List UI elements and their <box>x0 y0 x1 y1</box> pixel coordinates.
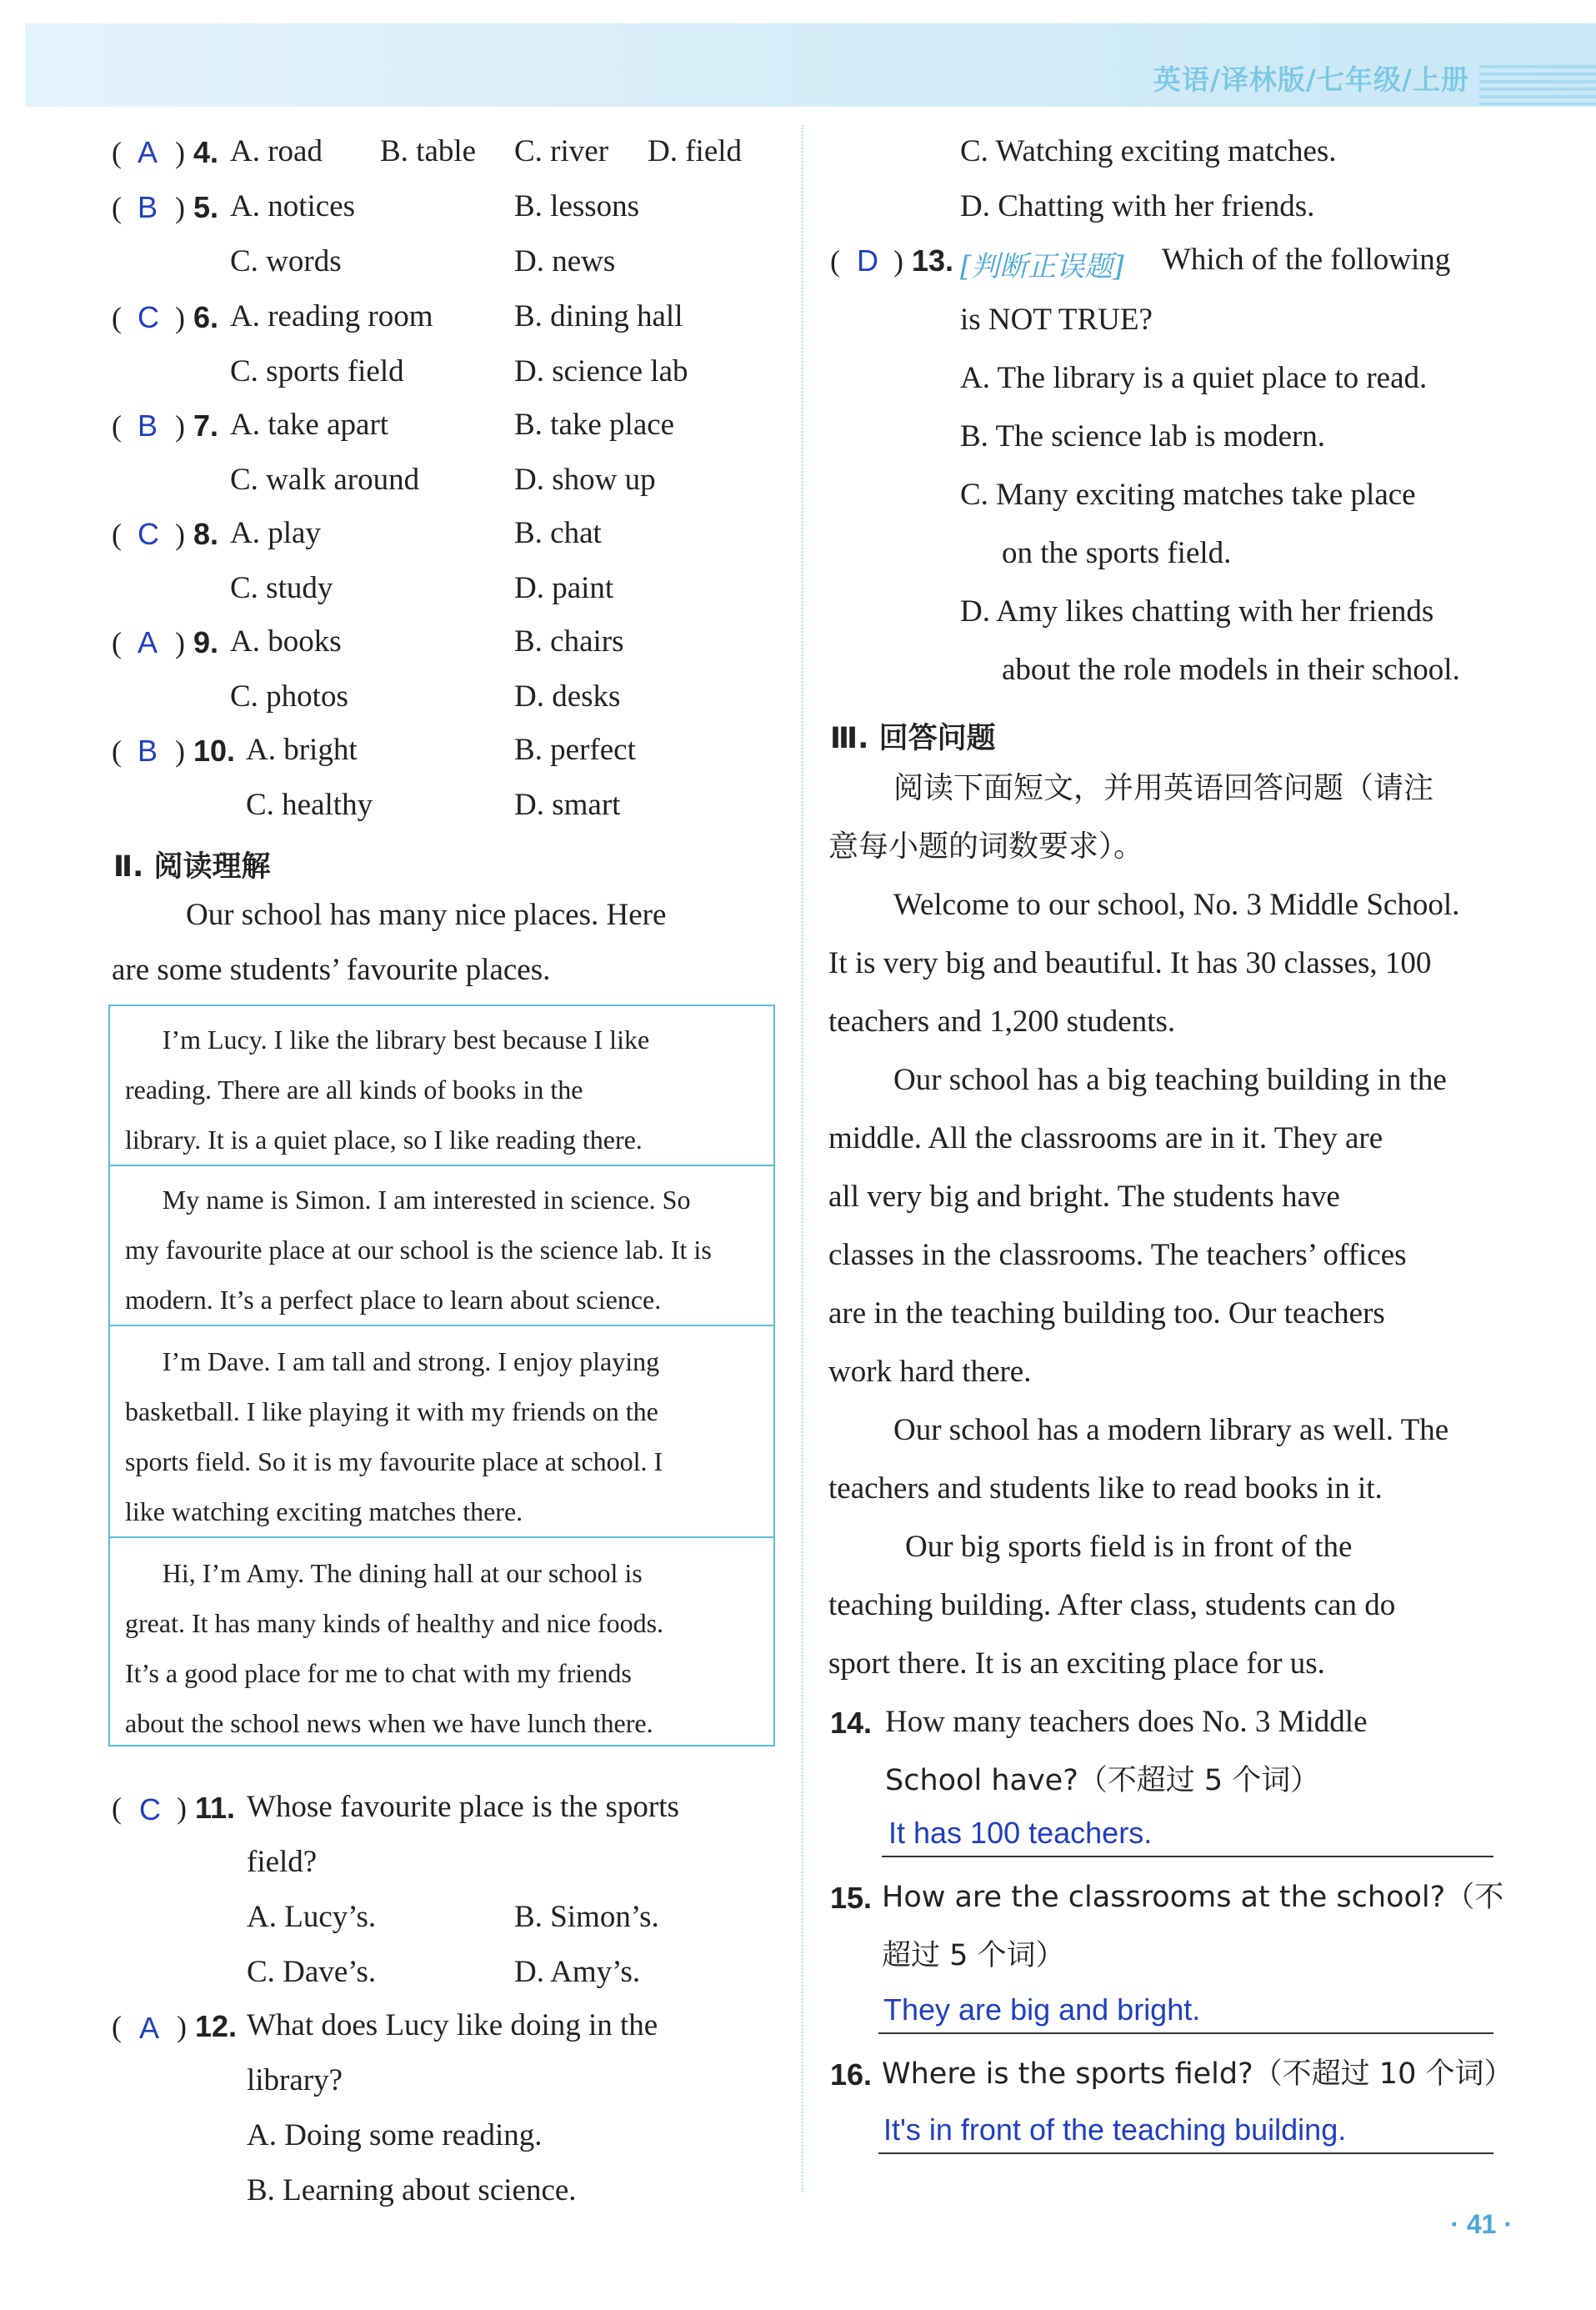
option: C. river <box>514 134 609 168</box>
option: D. science lab <box>514 354 688 388</box>
option: A. road <box>230 134 323 168</box>
option: D. news <box>514 244 616 278</box>
option: D. field <box>648 134 743 168</box>
quote-box-lucy <box>110 1015 773 1166</box>
question-text: field? <box>247 1845 318 1879</box>
question-number: 6. <box>193 300 219 334</box>
question-number: 15. <box>830 1881 873 1915</box>
question-number: 16. <box>830 2057 873 2092</box>
answer-paren: ) <box>177 2010 187 2043</box>
column-divider <box>802 125 803 2192</box>
answer-letter: C <box>138 517 159 551</box>
question-number: 13. <box>912 243 954 278</box>
answer-paren: ( <box>112 136 122 169</box>
quote-line: great. It has many kinds of healthy and nice foods. <box>125 1608 664 1638</box>
option: A. The library is a quiet place to read. <box>960 361 1428 395</box>
answer-letter: B <box>138 734 158 768</box>
option: A. books <box>230 624 342 659</box>
answer-line <box>878 2032 1493 2034</box>
answer-paren: ( <box>830 244 840 278</box>
answer-letter: A <box>138 135 158 169</box>
quote-line: reading. There are all kinds of books in the <box>125 1075 583 1105</box>
question-text: library? <box>247 2063 343 2097</box>
quote-line: about the school news when we have lunch there. <box>125 1708 653 1738</box>
answer-letter: C <box>139 1792 161 1826</box>
option: C. Many exciting matches take place <box>960 478 1416 512</box>
option: C. words <box>230 244 342 278</box>
quote-line: It’s a good place for me to chat with my friends <box>125 1658 632 1688</box>
question-text: is NOT TRUE? <box>960 303 1153 337</box>
option: D. smart <box>514 788 621 822</box>
option: C. Dave’s. <box>247 1955 377 1989</box>
written-answer: It has 100 teachers. <box>888 1816 1153 1850</box>
passage-line: It is very big and beautiful. It has 30 classes, 100 <box>828 946 1432 980</box>
option: A. reading room <box>230 299 433 333</box>
option: A. Doing some reading. <box>247 2118 543 2152</box>
answer-paren: ) <box>175 734 185 768</box>
option: B. take place <box>514 408 675 442</box>
quote-line: sports field. So it is my favourite place at school. I <box>125 1446 663 1476</box>
quote-box-amy <box>110 1548 773 1748</box>
intro-line: Our school has many nice places. Here <box>186 898 667 932</box>
question-number: 8. <box>193 517 219 551</box>
answer-paren: ) <box>175 191 185 224</box>
intro-line: are some students’ favourite places. <box>112 953 551 987</box>
student-quotes-table <box>108 1005 775 1746</box>
passage-line: Our big sports field is in front of the <box>905 1530 1353 1564</box>
answer-paren: ) <box>175 518 185 551</box>
question-number: 9. <box>193 625 219 659</box>
passage-line: sport there. It is an exciting place for us. <box>828 1646 1325 1681</box>
question-number: 4. <box>193 135 219 169</box>
quote-line: I’m Dave. I am tall and strong. I enjoy playing <box>162 1346 660 1376</box>
passage-line: are in the teaching building too. Our teachers <box>828 1296 1385 1330</box>
option: B. table <box>380 134 477 168</box>
quote-line: library. It is a quiet place, so I like reading there. <box>125 1125 643 1155</box>
answer-letter: D <box>857 243 878 278</box>
answer-letter: C <box>138 300 159 334</box>
answer-paren: ) <box>175 301 185 334</box>
question-text: Where is the sports field?（不超过 10 个词） <box>882 2057 1513 2091</box>
option: B. Learning about science. <box>247 2173 577 2207</box>
question-number: 10. <box>193 734 236 768</box>
question-number: 11. <box>195 1791 236 1825</box>
instructions: 意每小题的词数要求）。 <box>828 829 1144 864</box>
option: about the role models in their school. <box>1002 653 1460 687</box>
quote-line: Hi, I’m Amy. The dining hall at our school is <box>162 1558 643 1588</box>
option: A. Lucy’s. <box>247 1900 377 1934</box>
answer-paren: ) <box>893 244 903 278</box>
question-text: Which of the following <box>1162 243 1451 277</box>
question-number: 12. <box>195 2009 238 2043</box>
passage-line: all very big and bright. The students have <box>828 1180 1340 1214</box>
option: C. Watching exciting matches. <box>960 134 1337 168</box>
answer-line <box>878 2152 1493 2154</box>
section-title: Ⅲ. 回答问题 <box>830 722 996 755</box>
instructions: 阅读下面短文，并用英语回答问题（请注 <box>893 771 1434 805</box>
answer-letter: A <box>138 625 158 659</box>
option: D. paint <box>514 571 614 605</box>
answer-line <box>882 1856 1493 1857</box>
option: D. Amy likes chatting with her friends <box>960 594 1434 629</box>
question-text: Whose favourite place is the sports <box>247 1790 679 1824</box>
question-text: How many teachers does No. 3 Middle <box>885 1705 1368 1739</box>
answer-paren: ( <box>112 1791 122 1825</box>
question-text: What does Lucy like doing in the <box>247 2008 658 2042</box>
answer-letter: A <box>139 2011 160 2045</box>
answer-paren: ( <box>112 301 122 334</box>
option: A. play <box>230 516 321 550</box>
answer-letter: B <box>138 408 158 443</box>
question-text: How are the classrooms at the school?（不 <box>882 1881 1504 1914</box>
header-decoration <box>1479 65 1596 105</box>
answer-paren: ( <box>112 191 122 224</box>
written-answer: They are big and bright. <box>883 1992 1201 2027</box>
option: D. desks <box>514 679 621 714</box>
quote-line: I’m Lucy. I like the library best because I like <box>162 1025 650 1055</box>
option: B. The science lab is modern. <box>960 419 1326 453</box>
passage-line: Our school has a big teaching building in the <box>893 1063 1447 1097</box>
option: A. bright <box>246 733 358 767</box>
quote-box-simon <box>110 1175 773 1326</box>
passage-line: classes in the classrooms. The teachers’ offices <box>828 1238 1407 1272</box>
option: C. sports field <box>230 354 404 388</box>
answer-paren: ) <box>175 626 185 659</box>
option: B. Simon’s. <box>514 1900 659 1934</box>
page-number: · 41 · <box>1450 2209 1513 2239</box>
passage-line: Our school has a modern library as well. The <box>893 1413 1449 1447</box>
header-title: 英语/译林版/七年级/上册 <box>1153 63 1469 96</box>
quote-line: modern. It’s a perfect place to learn about science. <box>125 1285 662 1315</box>
passage-line: Welcome to our school, No. 3 Middle School. <box>893 888 1460 922</box>
question-number: 7. <box>193 408 219 443</box>
question-number: 5. <box>193 190 219 224</box>
answer-paren: ( <box>112 734 122 768</box>
answer-paren: ) <box>175 136 185 169</box>
option: C. walk around <box>230 463 420 497</box>
answer-paren: ( <box>112 518 122 551</box>
option: D. Chatting with her friends. <box>960 189 1315 223</box>
option: A. take apart <box>230 408 389 442</box>
quote-line: basketball. I like playing it with my friends on the <box>125 1396 658 1426</box>
passage-line: middle. All the classrooms are in it. They are <box>828 1121 1383 1155</box>
option: B. chairs <box>514 624 624 659</box>
quote-line: My name is Simon. I am interested in science. So <box>162 1185 691 1215</box>
section-title: Ⅱ. 阅读理解 <box>113 850 271 884</box>
written-answer: It's in front of the teaching building. <box>883 2112 1347 2147</box>
question-type-tag: [判断正误题] <box>960 250 1124 283</box>
option: B. perfect <box>514 733 636 767</box>
option: C. healthy <box>246 788 373 822</box>
answer-paren: ( <box>112 2010 122 2043</box>
option: C. study <box>230 571 333 605</box>
answer-paren: ) <box>177 1791 187 1825</box>
passage-line: teachers and students like to read books in it. <box>828 1471 1383 1506</box>
question-number: 14. <box>830 1706 873 1740</box>
passage-line: teaching building. After class, students can do <box>828 1588 1396 1622</box>
option: A. notices <box>230 189 356 223</box>
option: D. Amy’s. <box>514 1955 641 1989</box>
question-text: 超过 5 个词） <box>882 1939 1065 1972</box>
option: B. lessons <box>514 189 640 223</box>
option: on the sports field. <box>1002 536 1232 570</box>
passage-line: work hard there. <box>828 1355 1032 1389</box>
option: B. chat <box>514 516 602 550</box>
quote-line: my favourite place at our school is the science lab. It is <box>125 1235 712 1265</box>
option: C. photos <box>230 679 348 714</box>
answer-letter: B <box>138 190 158 224</box>
answer-paren: ( <box>112 409 122 443</box>
quote-line: like watching exciting matches there. <box>125 1496 523 1526</box>
option: D. show up <box>514 463 656 497</box>
quote-box-dave <box>110 1336 773 1538</box>
passage-line: teachers and 1,200 students. <box>828 1005 1176 1039</box>
answer-paren: ( <box>112 626 122 659</box>
option: B. dining hall <box>514 299 683 333</box>
answer-paren: ) <box>175 409 185 443</box>
question-text: School have?（不超过 5 个词） <box>885 1764 1320 1797</box>
